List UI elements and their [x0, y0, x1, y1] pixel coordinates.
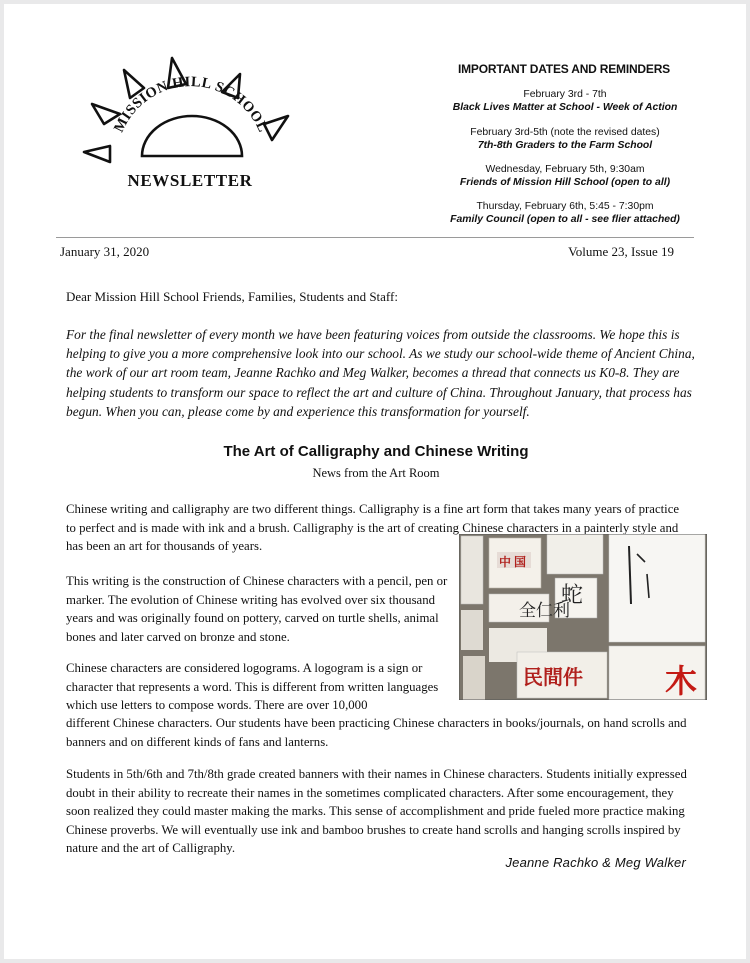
issue-volume: Volume 23, Issue 19: [568, 244, 674, 259]
reminder-item: [434, 88, 696, 114]
photo-banner-text: 蛇: [561, 582, 584, 607]
reminder-item: [434, 200, 696, 226]
newsletter-page: [4, 4, 746, 959]
reminder-event: Black Lives Matter at School - Week of Action: [452, 102, 678, 113]
svg-text:MISSION HILL SCHOOL: [111, 74, 271, 135]
logo-ring-text: MISSION HILL SCHOOL: [111, 73, 271, 135]
article-paragraph: Chinese writing and calligraphy are two different things. Calligraphy is a fine art form that takes many years of practice to perfect and is made with ink and a brush. Calligraphy is the art of creating Chinese characters in a painterly style and has been an art for thousands of years.: [66, 502, 680, 553]
reminder-date: February 3rd-5th (note the revised dates): [470, 127, 660, 138]
article-subtitle: News from the Art Room: [312, 466, 440, 480]
issue-date: January 31, 2020: [60, 244, 150, 259]
article-paragraph: Chinese characters are considered logograms. A logogram is a sign or character that represents a word. This is different from written languages which use letters to compose words. There are over 10,000: [66, 661, 439, 712]
photo-banner-text: 木: [665, 663, 698, 699]
logo-subtitle: NEWSLETTER: [127, 171, 253, 190]
photo-banner-text: 民間件: [523, 667, 583, 689]
reminder-event: Friends of Mission Hill School (open to all): [459, 177, 671, 188]
reminder-event: 7th-8th Graders to the Farm School: [477, 140, 653, 151]
reminders-title: IMPORTANT DATES AND REMINDERS: [458, 62, 670, 76]
dome-icon: [142, 116, 242, 156]
article-paragraph: Students in 5th/6th and 7th/8th grade created banners with their names in Chinese characters. Students initially expressed doubt in their ability to recreate their names in the sometimes complicated characters. After some encouragement, they soon realized they could master making the marks. This sense of accomplishment and pride fueled more practice making Chinese proverbs. We will eventually use ink and bamboo brushes to create hand scrolls and hanging scrolls inspired by nature and the art of Calligraphy.: [66, 767, 687, 855]
reminder-item: [434, 126, 696, 152]
reminder-date: February 3rd - 7th: [523, 89, 607, 100]
article-paragraph: This writing is the construction of Chinese characters with a pencil, pen or marker. The evolution of Chinese writing has evolved over six thousand years and was originally found on pottery, carved on turtle shells, animal bones and later carved on bronze and stone.: [66, 574, 448, 644]
article-paragraph: different Chinese characters. Our students have been practicing Chinese characters in books/journals, on hand scrolls and banners and on different kinds of fans and lanterns.: [66, 716, 687, 749]
reminder-event: Family Council (open to all - see flier attached): [450, 214, 680, 225]
school-logo: [76, 52, 306, 202]
art-room-photo: [459, 534, 707, 700]
reminder-date: Wednesday, February 5th, 9:30am: [485, 164, 645, 175]
intro-paragraph: For the final newsletter of every month we have been featuring voices from outside the classrooms. We hope this is helping to give you a more comprehensive look into our school. As we study our school-wide theme of Ancient China, the work of our art room team, Jeanne Rachko and Meg Walker, becomes a thread that connects us K0-8. They are helping students to transform our space to reflect the art and culture of China. Throughout January, that process has begun. When you can, please come by and experience this transformation for yourself.: [66, 327, 695, 419]
greeting: Dear Mission Hill School Friends, Families, Students and Staff:: [66, 289, 398, 304]
header-divider: [56, 237, 694, 238]
reminder-date: Thursday, February 6th, 5:45 - 7:30pm: [476, 201, 654, 212]
photo-banner-text: 中 国: [499, 555, 527, 569]
signature: Jeanne Rachko & Meg Walker: [505, 855, 686, 870]
reminder-item: [434, 163, 696, 189]
photo-banner-text: 全仁利: [519, 601, 570, 620]
article-title: The Art of Calligraphy and Chinese Writing: [223, 443, 529, 460]
